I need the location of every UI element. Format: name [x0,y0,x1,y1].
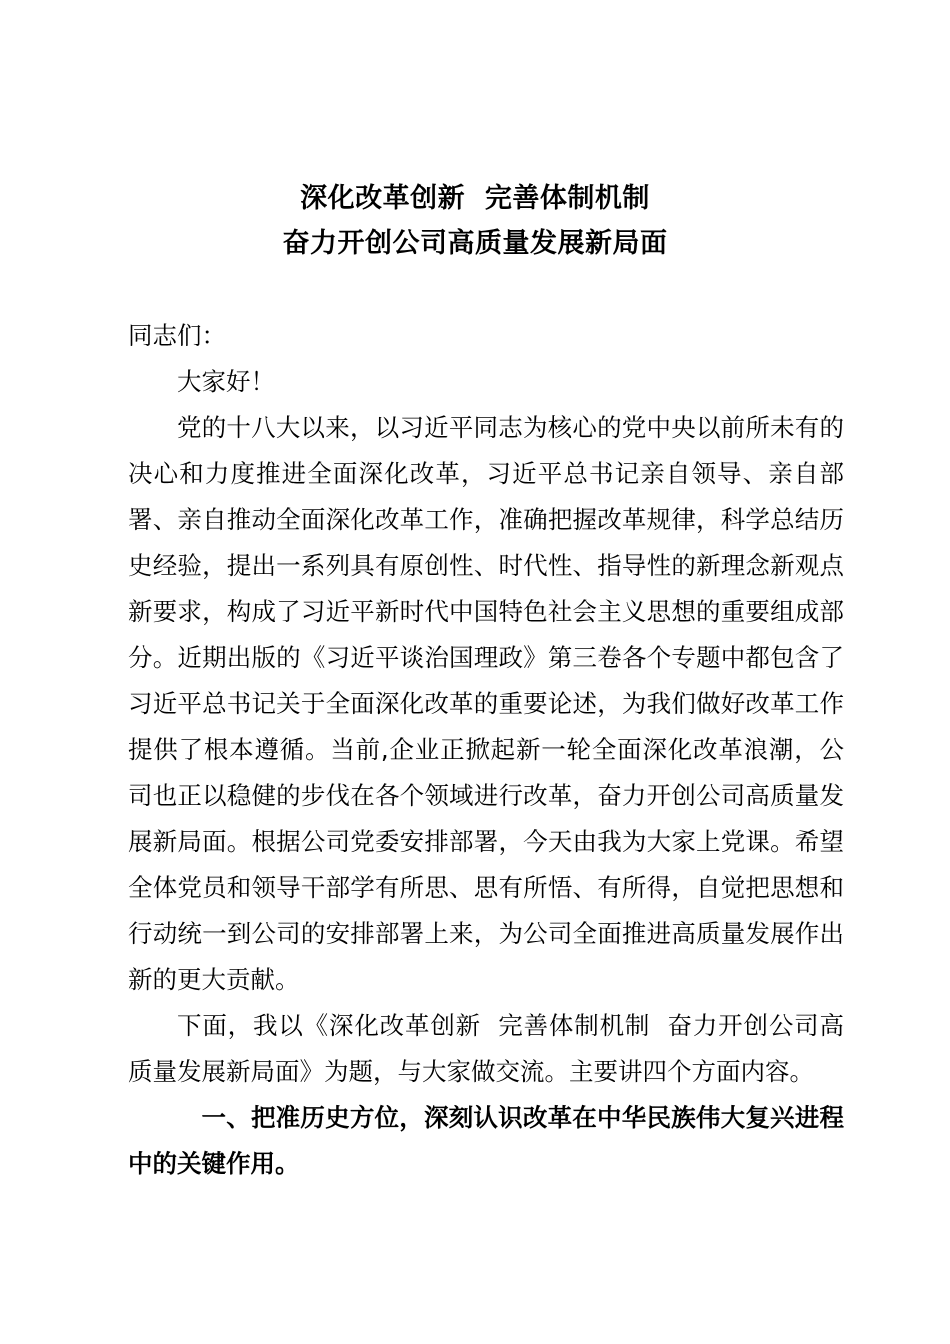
title-line-2: 奋力开创公司高质量发展新局面 [282,228,668,259]
title-line-1: 深化改革创新 完善体制机制 [300,183,650,214]
salutation: 同志们： [128,321,226,350]
document-body [128,313,844,1187]
section-heading-1: 一、把准历史方位，深刻认识改革在中华民族伟大复兴进程中的关键作用。 [128,1103,844,1178]
body-paragraph-1: 党的十八大以来，以习近平同志为核心的党中央以前所未有的决心和力度推进全面深化改革，习近平总书记亲自领导、亲自部署、亲自推动全面深化改革工作，准确把握改革规律，科学总结历史经验，提出一系列具有原创性、时代性、指导性的新理念新观点新要求，构成了习近平新时代中国特色社会主义思想的重要组成部分。近期出版的《习近平谈治国理政》第三卷各个专题中都包含了习近平总书记关于全面深化改革的重要论述，为我们做好改革工作提供了根本遵循。当前,企业正掀起新一轮全面深化改革浪潮，公司也正以稳健的步伐在各个领域进行改革，奋力开创公司高质量发展新局面。根据公司党委安排部署，今天由我为大家上党课。希望全体党员和领导干部学有所思、思有所悟、有所得，自觉把思想和行动统一到公司的安排部署上来，为公司全面推进高质量发展作出新的更大贡献。 [128,413,844,994]
body-paragraph-2: 下面，我以《深化改革创新 完善体制机制 奋力开创公司高质量发展新局面》为题，与大家做交流。主要讲四个方面内容。 [128,1011,844,1086]
greeting: 大家好！ [177,367,275,396]
document-title [0,176,950,266]
